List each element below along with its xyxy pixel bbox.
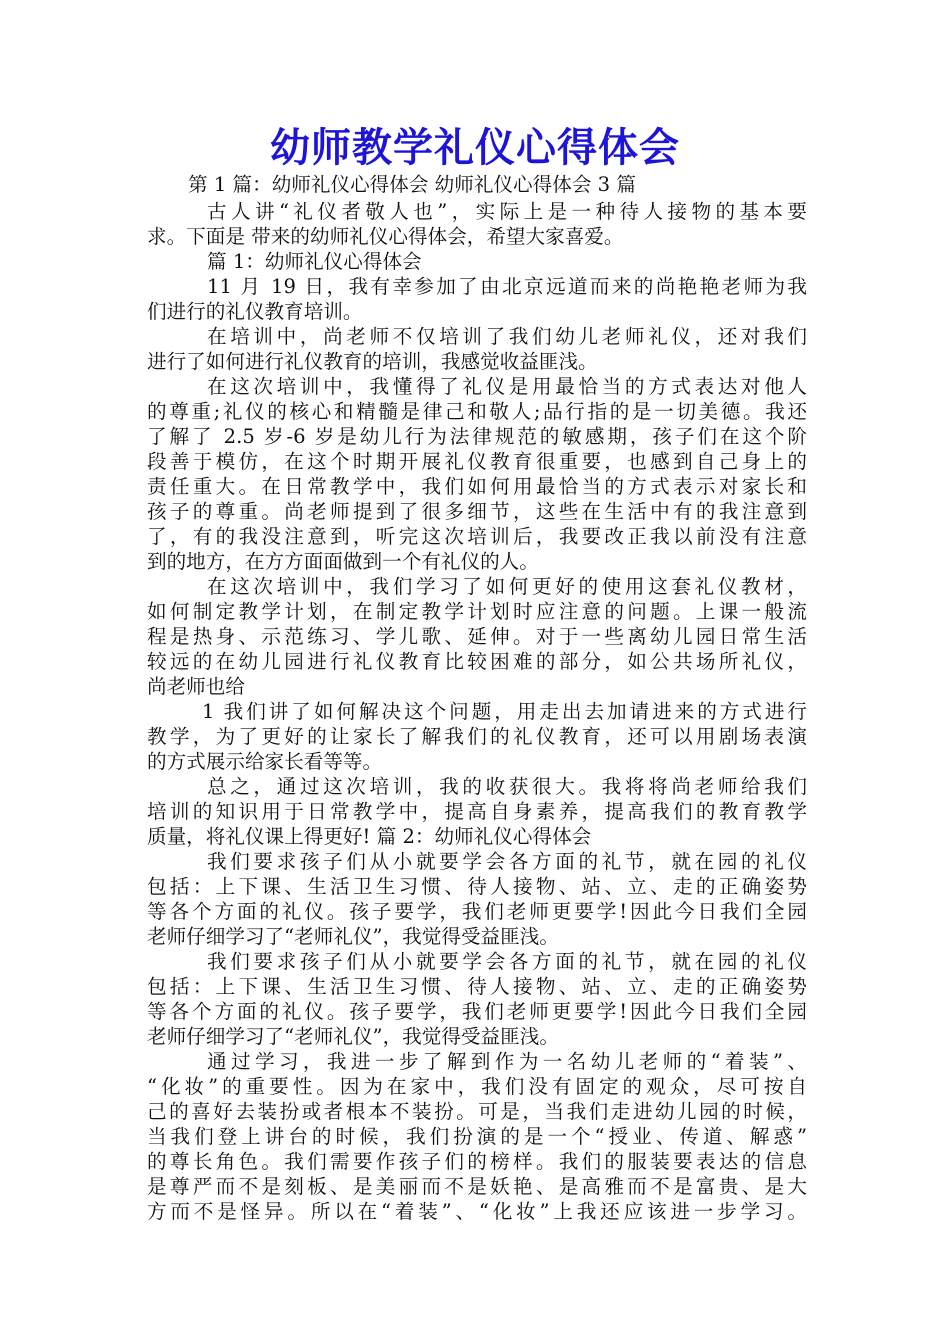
- section-heading: 篇 1：幼师礼仪心得体会: [207, 250, 422, 273]
- text-line: 在这次培训中，我们学习了如何更好的使用这套礼仪教材，: [207, 575, 807, 598]
- text-line: 我们要求孩子们从小就要学会各方面的礼节，就在园的礼仪: [207, 850, 807, 873]
- text-line: 了解了 2.5 岁-6 岁是幼儿行为法律规范的敏感期，孩子们在这个阶: [147, 425, 807, 448]
- text-line: 古人讲“礼仪者敬人也”，实际上是一种待人接物的基本要: [207, 200, 807, 223]
- text-line: 总之，通过这次培训，我的收获很大。我将将尚老师给我们: [207, 775, 807, 798]
- text-line: 责任重大。在日常教学中，我们如何用最恰当的方式表示对家长和: [147, 475, 807, 498]
- text-line: 的尊重;礼仪的核心和精髓是律己和敬人;品行指的是一切美德。我还: [147, 400, 807, 423]
- text-line: 教学，为了更好的让家长了解我们的礼仪教育，还可以用剧场表演: [147, 725, 807, 748]
- text-line: 在这次培训中，我懂得了礼仪是用最恰当的方式表达对他人: [207, 375, 807, 398]
- text-line: 较远的在幼儿园进行礼仪教育比较困难的部分，如公共场所礼仪，: [147, 650, 807, 673]
- text-line: 包括：上下课、生活卫生习惯、待人接物、站、立、走的正确姿势: [147, 875, 807, 898]
- text-line: 求。下面是 带来的幼师礼仪心得体会，希望大家喜爱。: [147, 225, 624, 248]
- text-line: 尚老师也给: [147, 675, 245, 698]
- text-line: 老师仔细学习了“老师礼仪”，我觉得受益匪浅。: [147, 1025, 559, 1048]
- text-line: 等各个方面的礼仪。孩子要学，我们老师更要学!因此今日我们全园: [147, 900, 807, 923]
- text-line: 们进行的礼仪教育培训。: [147, 300, 363, 323]
- text-line: 质量，将礼仪课上得更好! 篇 2：幼师礼仪心得体会: [147, 825, 592, 848]
- text-line: 当我们登上讲台的时候，我们扮演的是一个“授业、传道、解惑”: [147, 1125, 807, 1148]
- subtitle-line: 第 1 篇：幼师礼仪心得体会 幼师礼仪心得体会 3 篇: [188, 173, 636, 196]
- text-line: 我们要求孩子们从小就要学会各方面的礼节，就在园的礼仪: [207, 950, 807, 973]
- text-line: 在培训中，尚老师不仅培训了我们幼儿老师礼仪，还对我们: [207, 325, 807, 348]
- text-line: 到的地方，在方方面面做到一个有礼仪的人。: [147, 550, 539, 573]
- text-line: 程是热身、示范练习、学儿歌、延伸。对于一些离幼儿园日常生活: [147, 625, 807, 648]
- text-line: 11 月 19 日，我有幸参加了由北京远道而来的尚艳艳老师为我: [207, 275, 807, 298]
- text-line: 孩子的尊重。尚老师提到了很多细节，这些在生活中有的我注意到: [147, 500, 807, 523]
- text-line: 段善于模仿，在这个时期开展礼仪教育很重要，也感到自己身上的: [147, 450, 807, 473]
- document-title: 幼师教学礼仪心得体会: [270, 125, 680, 171]
- text-line: “化妆”的重要性。因为在家中，我们没有固定的观众，尽可按自: [147, 1075, 807, 1098]
- text-line: 己的喜好去装扮或者根本不装扮。可是，当我们走进幼儿园的时候，: [147, 1100, 807, 1123]
- text-line: 进行了如何进行礼仪教育的培训，我感觉收益匪浅。: [147, 350, 598, 373]
- text-line: 通过学习，我进一步了解到作为一名幼儿老师的“着装”、: [207, 1050, 807, 1073]
- text-line: 如何制定教学计划，在制定教学计划时应注意的问题。上课一般流: [147, 600, 807, 623]
- text-line: 1 我们讲了如何解决这个问题，用走出去加请进来的方式进行: [202, 700, 807, 723]
- text-line: 等各个方面的礼仪。孩子要学，我们老师更要学!因此今日我们全园: [147, 1000, 807, 1023]
- text-line: 包括：上下课、生活卫生习惯、待人接物、站、立、走的正确姿势: [147, 975, 807, 998]
- text-line: 培训的知识用于日常教学中，提高自身素养，提高我们的教育教学: [147, 800, 807, 823]
- text-line: 的方式展示给家长看等等。: [147, 750, 383, 773]
- text-line: 老师仔细学习了“老师礼仪”，我觉得受益匪浅。: [147, 925, 559, 948]
- text-line: 方而不是怪异。所以在“着装”、“化妆”上我还应该进一步学习。: [147, 1200, 807, 1223]
- text-line: 了，有的我没注意到，听完这次培训后，我要改正我以前没有注意: [147, 525, 807, 548]
- text-line: 是尊严而不是刻板、是美丽而不是妖艳、是高雅而不是富贵、是大: [147, 1175, 807, 1198]
- text-line: 的尊长角色。我们需要作孩子们的榜样。我们的服装要表达的信息: [147, 1150, 807, 1173]
